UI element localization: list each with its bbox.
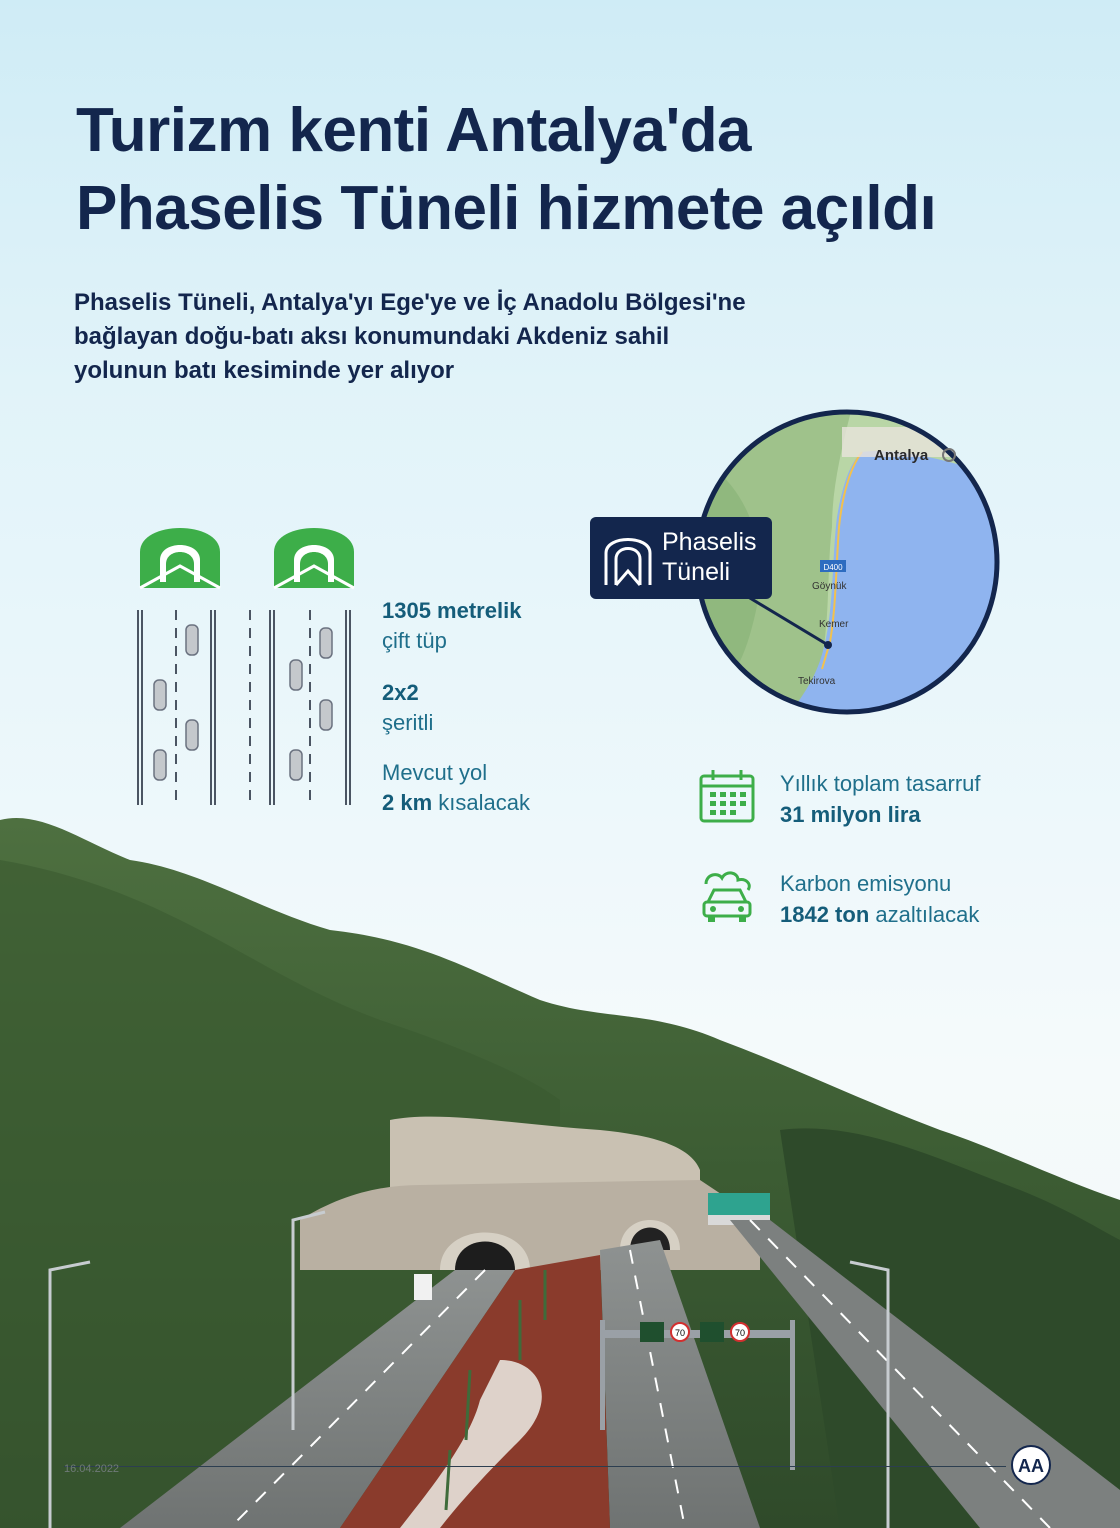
footer-divider [64,1466,1006,1467]
calendar-icon [698,768,756,824]
map-label-antalya: Antalya [874,447,929,464]
tunnel-lane-diagram [130,510,370,810]
fact-lanes-value: 2x2 [382,680,419,705]
fact-shortening-value: 2 km [382,790,433,815]
map-callout [590,517,772,599]
carbon-label: Karbon emisyonu [780,871,952,896]
footer-date: 16.04.2022 [64,1463,120,1475]
map-label-kemer: Kemer [819,619,849,630]
speed-limit-1: 70 [674,1328,686,1338]
carbon-block [780,868,979,930]
fact-shortening-pre: Mevcut yol [382,760,488,785]
fact-lanes-label: şeritli [382,710,434,735]
fact-length-value: 1305 metrelik [382,598,522,623]
tunnel-icon-right [274,528,354,588]
intro-text [74,286,834,388]
fact-length [382,596,521,656]
carbon-value: 1842 ton [780,902,870,927]
fact-shortening [382,758,530,818]
fact-length-label: çift tüp [382,628,447,653]
tunnel-icon [604,531,652,587]
car-emission-icon [698,868,756,924]
savings-value: 31 milyon lira [780,802,921,827]
aa-logo-text: AA [1018,1456,1044,1476]
fact-shortening-post: kısalacak [438,790,530,815]
page-title [76,92,936,248]
carbon-post: azaltılacak [875,902,980,927]
savings-block [780,768,981,830]
intro-line-3: yolunun batı kesiminde yer alıyor [74,357,455,384]
map-label-d400: D400 [823,563,843,572]
aa-logo [1010,1444,1052,1486]
savings-label: Yıllık toplam tasarruf [780,771,981,796]
map-label-goynuk: Göynük [812,581,847,592]
map-label-tekirova: Tekirova [798,676,836,687]
title-line-1: Turizm kenti Antalya'da [76,96,752,165]
tunnel-icon-left [140,528,220,588]
callout-line-1: Phaselis [662,528,757,556]
fact-lanes [382,678,433,738]
intro-line-2: bağlayan doğu-batı aksı konumundaki Akdeniz sahil [74,323,670,350]
speed-limit-2: 70 [734,1328,746,1338]
title-line-2: Phaselis Tüneli hizmete açıldı [76,174,937,243]
intro-line-1: Phaselis Tüneli, Antalya'yı Ege'ye ve İç Anadolu Bölgesi'ne [74,289,746,316]
callout-line-2: Tüneli [662,558,731,586]
